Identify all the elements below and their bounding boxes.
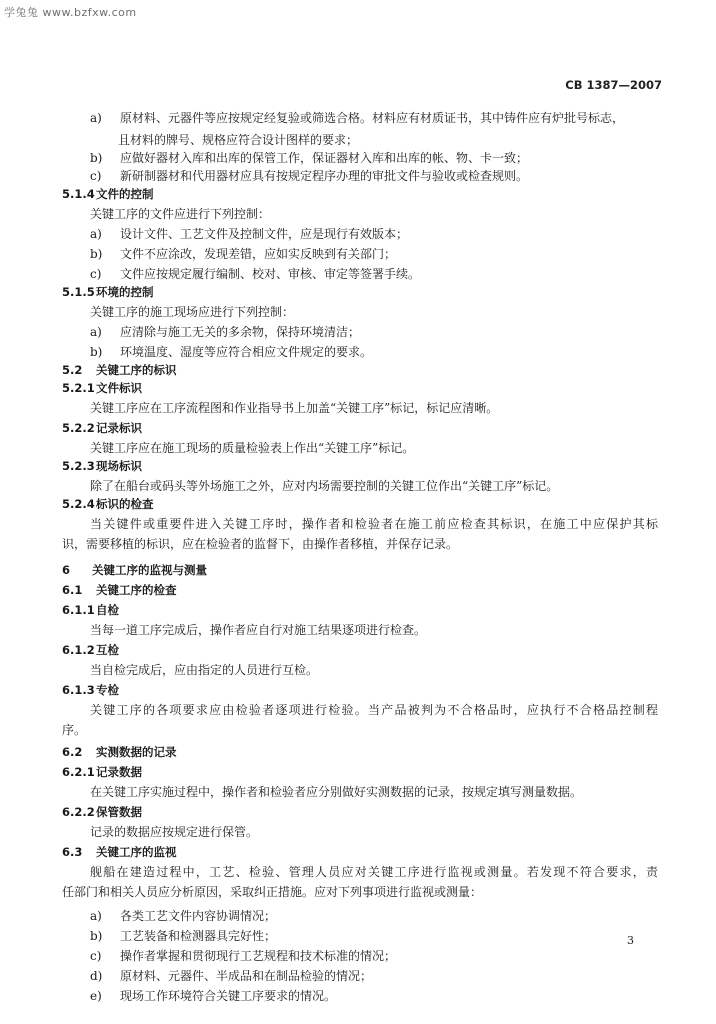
list-item-text: 原材料、元器件、半成品和在制品检验的情况； bbox=[120, 969, 373, 983]
section-heading bbox=[62, 640, 658, 660]
paragraph-line: 任部门和相关人员应分析原因，采取纠正措施。应对下列事项进行监视或测量： bbox=[62, 885, 483, 899]
list-item-label: a) bbox=[90, 111, 102, 125]
page-number: 3 bbox=[627, 934, 634, 947]
section-title: 文件标识 bbox=[96, 381, 142, 395]
list-item-continuation: 且材料的牌号、规格应符合设计图样的要求； bbox=[118, 133, 359, 147]
watermark: 学兔兔 www.bzfxw.com bbox=[4, 6, 137, 19]
section-heading bbox=[62, 378, 658, 398]
section-title: 关键工序的检查 bbox=[96, 583, 177, 597]
section-number: 6.1.1 bbox=[62, 603, 95, 617]
paragraph-line: 关键工序的各项要求应由检验者逐项进行检验。当产品被判为不合格品时，应执行不合格品控制程 bbox=[90, 703, 658, 717]
list-item-label: c) bbox=[90, 949, 102, 963]
list-item bbox=[62, 906, 658, 926]
section-title: 记录数据 bbox=[96, 765, 142, 779]
list-item-text: 设计文件、工艺文件及控制文件，应是现行有效版本； bbox=[120, 227, 409, 241]
section-heading bbox=[62, 680, 658, 700]
section-heading bbox=[62, 762, 658, 782]
section-title: 环境的控制 bbox=[96, 285, 154, 299]
section-number: 6.1 bbox=[62, 583, 83, 597]
paragraph-line: 当自检完成后，应由指定的人员进行互检。 bbox=[90, 663, 319, 677]
list-item-text: 操作者掌握和贯彻现行工艺规程和技术标准的情况； bbox=[120, 949, 397, 963]
section-heading bbox=[62, 580, 658, 600]
section-number: 6.3 bbox=[62, 845, 83, 859]
list-item-text: 各类工艺文件内容协调情况； bbox=[120, 909, 277, 923]
section-number: 5.2.3 bbox=[62, 459, 95, 473]
paragraph-line: 识，需要移植的标识，应在检验者的监督下，由操作者移植，并保存记录。 bbox=[62, 537, 459, 551]
section-title: 实测数据的记录 bbox=[96, 745, 177, 759]
list-item-label: e) bbox=[90, 989, 102, 1003]
section-number: 5.2.1 bbox=[62, 381, 95, 395]
list-item bbox=[62, 926, 658, 946]
list-item-label: b) bbox=[90, 247, 103, 261]
section-number: 5.2.4 bbox=[62, 497, 95, 511]
list-item bbox=[62, 342, 658, 362]
list-item-label: a) bbox=[90, 325, 102, 339]
paragraph-line: 序。 bbox=[62, 723, 87, 737]
standard-number: CB 1387—2007 bbox=[565, 78, 662, 92]
list-item-text: 文件不应涂改，发现差错，应如实反映到有关部门； bbox=[120, 247, 397, 261]
section-number: 5.1.5 bbox=[62, 285, 95, 299]
list-item bbox=[62, 986, 658, 1006]
list-item-text: 应做好器材入库和出库的保管工作，保证器材入库和出库的帐、物、卡一致； bbox=[120, 151, 529, 165]
section-heading bbox=[62, 282, 658, 302]
list-item-text: 新研制器材和代用器材应具有按规定程序办理的审批文件与验收或检查规则。 bbox=[120, 169, 529, 183]
section-heading bbox=[62, 360, 658, 380]
list-item-text: 工艺装备和检测器具完好性； bbox=[120, 929, 277, 943]
list-item-text: 现场工作环境符合关键工序要求的情况。 bbox=[120, 989, 337, 1003]
section-number: 5.2 bbox=[62, 363, 83, 377]
paragraph-line: 舰船在建造过程中，工艺、检验、管理人员应对关键工序进行监视或测量。若发现不符合要求，责 bbox=[90, 865, 658, 879]
list-item-label: b) bbox=[90, 929, 103, 943]
section-title: 文件的控制 bbox=[96, 187, 154, 201]
section-heading bbox=[62, 742, 658, 762]
section-title: 关键工序的标识 bbox=[96, 363, 177, 377]
list-item bbox=[62, 946, 658, 966]
section-heading bbox=[62, 494, 658, 514]
paragraph-line: 关键工序的文件应进行下列控制： bbox=[90, 207, 271, 221]
list-item bbox=[62, 966, 658, 986]
paragraph-line: 记录的数据应按规定进行保管。 bbox=[90, 825, 259, 839]
section-title: 关键工序的监视与测量 bbox=[92, 563, 207, 577]
paragraph-line: 关键工序应在工序流程图和作业指导书上加盖“关键工序”标记，标记应清晰。 bbox=[90, 401, 499, 415]
list-item-text: 环境温度、湿度等应符合相应文件规定的要求。 bbox=[120, 345, 373, 359]
list-item-text: 应清除与施工无关的多余物，保持环境清洁； bbox=[120, 325, 361, 339]
section-heading bbox=[62, 418, 658, 438]
section-heading bbox=[62, 802, 658, 822]
list-item-label: c) bbox=[90, 169, 102, 183]
section-title: 关键工序的监视 bbox=[96, 845, 177, 859]
section-heading bbox=[62, 600, 658, 620]
section-number: 6.1.3 bbox=[62, 683, 95, 697]
section-number: 5.1.4 bbox=[62, 187, 95, 201]
section-title: 自检 bbox=[96, 603, 119, 617]
section-number: 6 bbox=[62, 563, 71, 577]
list-item bbox=[62, 148, 658, 168]
paragraph-line: 关键工序的施工现场应进行下列控制： bbox=[90, 305, 295, 319]
list-item-label: b) bbox=[90, 345, 103, 359]
list-item bbox=[62, 108, 658, 128]
section-title: 现场标识 bbox=[96, 459, 142, 473]
section-title: 保管数据 bbox=[96, 805, 142, 819]
list-item bbox=[62, 224, 658, 244]
list-item bbox=[62, 264, 658, 284]
paragraph-line: 当每一道工序完成后，操作者应自行对施工结果逐项进行检查。 bbox=[90, 623, 427, 637]
section-heading bbox=[62, 456, 658, 476]
list-item-text: 文件应按规定履行编制、校对、审核、审定等签署手续。 bbox=[120, 267, 421, 281]
section-title: 互检 bbox=[96, 643, 119, 657]
section-number: 6.2.2 bbox=[62, 805, 95, 819]
section-number: 6.1.2 bbox=[62, 643, 95, 657]
paragraph-line: 当关键件或重要件进入关键工序时，操作者和检验者在施工前应检查其标识，在施工中应保护其标 bbox=[90, 517, 658, 531]
list-item-label: c) bbox=[90, 267, 102, 281]
list-item-label: a) bbox=[90, 909, 102, 923]
list-item-text: 原材料、元器件等应按规定经复验或筛选合格。材料应有材质证书，其中铸件应有炉批号标志， bbox=[120, 111, 625, 125]
list-item-label: b) bbox=[90, 151, 103, 165]
list-item bbox=[62, 322, 658, 342]
section-title: 记录标识 bbox=[96, 421, 142, 435]
list-item bbox=[62, 166, 658, 186]
section-number: 6.2 bbox=[62, 745, 83, 759]
list-item-label: a) bbox=[90, 227, 102, 241]
section-heading bbox=[62, 560, 658, 580]
list-item-label: d) bbox=[90, 969, 103, 983]
paragraph-line: 在关键工序实施过程中，操作者和检验者应分别做好实测数据的记录，按规定填写测量数据。 bbox=[90, 785, 583, 799]
paragraph-line: 除了在船台或码头等外场施工之外，应对内场需要控制的关键工位作出“关键工序”标记。 bbox=[90, 479, 559, 493]
section-number: 6.2.1 bbox=[62, 765, 95, 779]
paragraph-line: 关键工序应在施工现场的质量检验表上作出“关键工序”标记。 bbox=[90, 441, 415, 455]
section-number: 5.2.2 bbox=[62, 421, 95, 435]
list-item bbox=[62, 244, 658, 264]
section-heading bbox=[62, 842, 658, 862]
section-title: 标识的检查 bbox=[96, 497, 154, 511]
section-heading bbox=[62, 184, 658, 204]
section-title: 专检 bbox=[96, 683, 119, 697]
